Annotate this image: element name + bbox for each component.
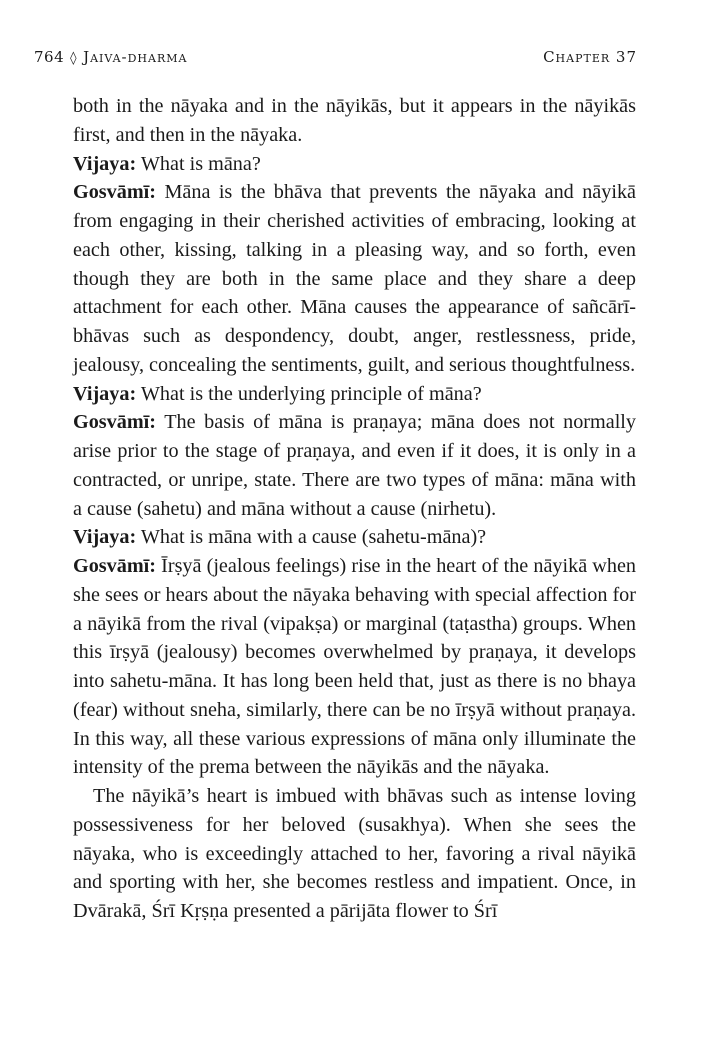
paragraph-4 [73, 380, 636, 409]
book-title: Jaiva-dharma [83, 48, 188, 66]
paragraph-3 [73, 178, 636, 379]
page-number: 764 [34, 48, 65, 66]
speaker-label: Gosvāmī: [73, 411, 156, 434]
paragraph-text: Māna is the bhāva that prevents the nāyaka and nāyikā from engaging in their cherished activities of embracing, looking at each other, kissing, talking in a pleasing way, and so forth, even though they are both in the same place and they share a deep attachment for each other. Māna causes the appearance of sañcārī-bhāvas such as despondency, doubt, anger, restlessness, pride, jealousy, concealing the sentiments, guilt, and serious thoughtfulness. [73, 181, 636, 376]
paragraph-6 [73, 523, 636, 552]
paragraph-text: Īrṣyā (jealous feelings) rise in the heart of the nāyikā when she sees or hears about the nāyaka behaving with special affection for a nāyikā from the rival (vipakṣa) or marginal (taṭastha) groups. When this īrṣyā (jealousy) becomes overwhelmed by praṇaya, it develops into sahetu-māna. It has long been held that, just as there is no bhaya (fear) without sneha, similarly, there can be no īrṣyā without praṇaya. In this way, all these various expressions of māna only illuminate the intensity of the prema between the nāyikās and the nāyaka. [73, 555, 637, 779]
paragraph-text: The basis of māna is praṇaya; māna does not normally arise prior to the stage of praṇaya, and even if it does, it is only in a contracted, or unripe, state. There are two types of māna: māna with a cause (sahetu) and māna without a cause (nirhetu). [73, 411, 637, 520]
paragraph-7 [73, 552, 636, 782]
speaker-label: Gosvāmī: [73, 555, 156, 577]
paragraph-text: What is māna? [140, 152, 261, 175]
speaker-label: Vijaya: [73, 152, 137, 175]
paragraph-1 [73, 92, 636, 150]
speaker-label: Gosvāmī: [73, 181, 156, 204]
chapter-label: Chapter 37 [543, 48, 637, 66]
speaker-label: Vijaya: [73, 382, 137, 405]
paragraph-text: both in the nāyaka and in the nāyikās, but it appears in the nāyikās first, and then in the nāyaka. [73, 95, 636, 146]
paragraph-text: What is the underlying principle of māna? [140, 382, 482, 405]
running-header [34, 48, 637, 72]
speaker-label: Vijaya: [73, 526, 137, 549]
paragraph-8 [73, 782, 636, 926]
paragraph-5 [73, 408, 636, 523]
paragraph-text: What is māna with a cause (sahetu-māna)? [140, 526, 487, 549]
paragraph-text: The nāyikā’s heart is imbued with bhāvas such as intense loving possessiveness for her beloved (susakhya). When she sees the nāyaka, who is exceedingly attached to her, favoring a rival nāyikā and sporting with her, she becomes restless and impatient. Once, in Dvārakā, Śrī Kṛṣṇa presented a pārijāta flower to Śrī [73, 785, 636, 922]
header-left [34, 48, 187, 66]
diamond-separator-icon: ◊ [70, 51, 78, 66]
paragraph-2 [73, 150, 636, 179]
page-body [73, 92, 636, 926]
